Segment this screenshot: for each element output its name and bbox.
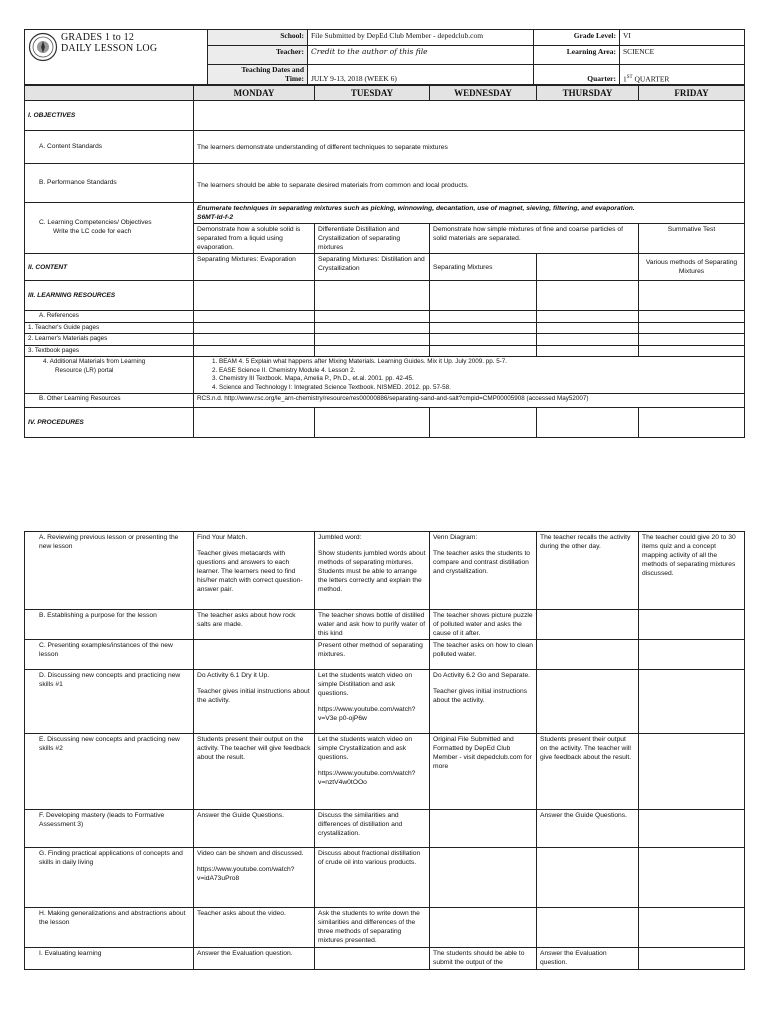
procedure-cell-thu (537, 640, 639, 670)
objectives-table (24, 85, 745, 438)
tg-cell-thu (537, 322, 639, 334)
procedure-text: The teacher could give 20 to 30 items quiz and a concept mapping activity of all the methods of separating mixtures discussed. (642, 534, 736, 577)
procedure-text: The teacher shows bottle of distilled water and ask how to purify water of this kind (318, 612, 426, 637)
content-tuesday: Separating Mixtures: Distillation and Crystallization (315, 254, 430, 281)
lr-portal-label (25, 357, 194, 394)
procedure-text: Teacher gives metacards with questions and answers to each learner. The learners need to find his/her match with correct question-answer pair. (197, 550, 303, 593)
tb-cell-tue (315, 345, 430, 357)
lr-item: 2. EASE Science II. Chemistry Module 4. Lesson 2. (219, 367, 741, 376)
dates-label (208, 65, 308, 85)
procedure-text: Students present their output on the activity. The teacher will give feedback about the result. (540, 736, 632, 761)
procedure-text: Video can be shown and discussed. (197, 850, 304, 857)
procedure-label: D. Discussing new concepts and practicing new skills #1 (25, 670, 194, 734)
content-monday: Separating Mixtures: Evaporation (194, 254, 315, 281)
references-cell-mon (194, 311, 315, 323)
tg-cell-fri (639, 322, 745, 334)
header-table (24, 29, 745, 85)
learners-materials-label: 2. Learner's Materials pages (25, 334, 194, 346)
procedure-cell-mon (194, 640, 315, 670)
procedure-cell-wed (430, 670, 537, 734)
area-value: SCIENCE (620, 46, 745, 65)
resources-heading: III. LEARNING RESOURCES (25, 281, 194, 311)
procedure-text: Do Activity 6.1 Dry it Up. (197, 672, 270, 679)
references-cell-fri (639, 311, 745, 323)
procedure-text: https://www.youtube.com/watch?v=V3e p0-ojP6w (318, 706, 416, 722)
procedure-cell-tue (315, 848, 430, 908)
competency-code: S6MT-Id-f-2 (197, 214, 234, 221)
procedure-label: E. Discussing new concepts and practicing new skills #2 (25, 734, 194, 810)
procedure-cell-thu (537, 670, 639, 734)
content-friday: Various methods of Separating Mixtures (639, 254, 745, 281)
references-cell-thu (537, 311, 639, 323)
procedure-text: Answer the Guide Questions. (197, 812, 284, 819)
procedure-cell-fri (639, 948, 745, 970)
objectives-heading: I. OBJECTIVES (25, 101, 194, 131)
procedure-cell-tue (315, 734, 430, 810)
procedure-cell-fri (639, 848, 745, 908)
teacher-value: Credit to the author of this file (308, 46, 534, 65)
procedure-cell-fri (639, 908, 745, 948)
tb-cell-fri (639, 345, 745, 357)
area-label: Learning Area: (534, 46, 620, 65)
procedure-cell-tue (315, 610, 430, 640)
content-wednesday: Separating Mixtures (430, 254, 537, 281)
procedure-cell-fri (639, 734, 745, 810)
procedures-cell-wed (430, 408, 537, 438)
objective-tuesday: Differentiate Distillation and Crystallization of separating mixtures (315, 224, 430, 254)
resources-cell-thu (537, 281, 639, 311)
dates-label-line-2: Time: (284, 73, 304, 83)
procedure-row (25, 948, 745, 970)
procedure-label: I. Evaluating learning (25, 948, 194, 970)
procedure-row (25, 532, 745, 610)
procedure-row (25, 610, 745, 640)
procedure-cell-wed (430, 610, 537, 640)
procedure-cell-wed (430, 734, 537, 810)
performance-standards-label: B. Performance Standards (25, 164, 194, 203)
procedure-cell-thu (537, 848, 639, 908)
dates-value: JULY 9-13, 2018 (WEEK 6) (308, 65, 534, 85)
procedure-row (25, 670, 745, 734)
procedure-text: Show students jumbled words about methods of separating mixtures. Students must be able to arrange the letters correctly and explain the method. (318, 550, 426, 593)
title-line-1: GRADES 1 to 12 (61, 32, 135, 43)
competencies-label-line-1: C. Learning Competencies/ Objectives (39, 219, 152, 227)
day-header-thursday: THURSDAY (537, 86, 639, 101)
lr-item: 3. Chemistry III Textbook. Mapa, Amelia P., Ph.D., et.al. 2001. pp. 42-45. (219, 375, 741, 384)
lr-portal-label-line-2: Resource (LR) portal (55, 366, 114, 374)
procedure-cell-wed (430, 848, 537, 908)
procedure-cell-tue (315, 948, 430, 970)
procedure-cell-fri (639, 610, 745, 640)
quarter-text: QUARTER (632, 74, 670, 83)
procedure-row (25, 908, 745, 948)
procedure-text: The teacher asks on how to clean polluted water. (433, 642, 533, 658)
procedure-text: Answer the Evaluation question. (197, 950, 293, 957)
dates-label-line-1: Teaching Dates and (241, 65, 304, 74)
procedure-label: A. Reviewing previous lesson or presenting the new lesson (25, 532, 194, 610)
deped-seal-icon (28, 32, 58, 62)
objective-wednesday: Demonstrate how simple mixtures of fine and coarse particles of solid materials are separated. (430, 224, 639, 254)
procedures-table (24, 531, 745, 970)
procedure-cell-wed (430, 532, 537, 610)
procedure-cell-tue (315, 670, 430, 734)
procedures-cell-tue (315, 408, 430, 438)
procedure-text: Let the students watch video on simple Distillation and ask questions. (318, 672, 413, 697)
day-header-friday: FRIDAY (639, 86, 745, 101)
other-resources-value: RCS.n.d. http://www.rsc.org/le_arn-chemistry/resource/res00000886/separating-sand-and-salt?cmpid=CMP00005908 (accessed May52007) (194, 394, 745, 408)
references-label: A. References (25, 311, 194, 323)
lm-cell-fri (639, 334, 745, 346)
tg-cell-wed (430, 322, 537, 334)
lm-cell-wed (430, 334, 537, 346)
title-line-2: DAILY LESSON LOG (61, 43, 158, 54)
resources-cell-wed (430, 281, 537, 311)
school-value: File Submitted by DepEd Club Member - depedclub.com (308, 30, 534, 46)
procedure-cell-tue (315, 810, 430, 848)
quarter-label: Quarter: (534, 65, 620, 85)
procedure-text: Students present their output on the activity. The teacher will give feedback about the result. (197, 736, 311, 761)
quarter-suffix: ST (626, 74, 633, 80)
procedure-row (25, 810, 745, 848)
teachers-guide-label: 1. Teacher's Guide pages (25, 322, 194, 334)
procedure-text: Jumbled word: (318, 534, 362, 541)
teacher-label: Teacher: (208, 46, 308, 65)
procedure-cell-mon (194, 734, 315, 810)
lm-cell-thu (537, 334, 639, 346)
procedure-label: C. Presenting examples/instances of the new lesson (25, 640, 194, 670)
competencies-label (25, 203, 194, 254)
competency-statement (194, 203, 745, 224)
procedure-label: G. Finding practical applications of concepts and skills in daily living (25, 848, 194, 908)
procedure-row (25, 640, 745, 670)
procedure-cell-mon (194, 670, 315, 734)
objectives-blank (194, 101, 745, 131)
tb-cell-wed (430, 345, 537, 357)
procedure-cell-tue (315, 532, 430, 610)
procedure-text: Present other method of separating mixtures. (318, 642, 423, 658)
procedure-cell-wed (430, 810, 537, 848)
procedure-text: The students should be able to submit the output of the (433, 950, 525, 966)
resources-cell-mon (194, 281, 315, 311)
procedure-text: The teacher asks the students to compare and contrast distillation and crystallization. (433, 550, 531, 575)
procedure-cell-fri (639, 532, 745, 610)
quarter-value (620, 65, 745, 85)
procedure-text: The teacher recalls the activity during the other day. (540, 534, 631, 550)
procedure-text: https://www.youtube.com/watch?v=nztV4w0tOOo (318, 770, 416, 786)
procedure-text: https://www.youtube.com/watch?v=idA73uPro8 (197, 866, 295, 882)
procedures-cell-thu (537, 408, 639, 438)
content-standards-value: The learners demonstrate understanding of different techniques to separate mixtures (194, 131, 745, 164)
lr-portal-list (194, 357, 745, 394)
procedure-cell-mon (194, 810, 315, 848)
quarter-number: 1 (623, 74, 627, 83)
resources-cell-tue (315, 281, 430, 311)
content-heading: II. CONTENT (25, 254, 194, 281)
procedure-text: Answer the Evaluation question. (540, 950, 607, 966)
procedure-cell-thu (537, 610, 639, 640)
procedure-cell-mon (194, 908, 315, 948)
resources-cell-fri (639, 281, 745, 311)
objective-friday: Summative Test (639, 224, 745, 254)
lm-cell-tue (315, 334, 430, 346)
tg-cell-mon (194, 322, 315, 334)
procedure-text: Venn Diagram: (433, 534, 478, 541)
content-standards-label: A. Content Standards (25, 131, 194, 164)
procedure-row (25, 848, 745, 908)
procedures-cell-fri (639, 408, 745, 438)
procedure-text: Discuss the similarities and differences of distillation and crystallization. (318, 812, 403, 837)
procedure-text: Do Activity 6.2 Go and Separate. (433, 672, 531, 679)
objective-monday: Demonstrate how a soluble solid is separated from a liquid using evaporation. (194, 224, 315, 254)
procedure-text: Discuss about fractional distillation of crude oil into various products. (318, 850, 421, 866)
procedures-heading: IV. PROCEDURES (25, 408, 194, 438)
procedure-cell-wed (430, 948, 537, 970)
day-header-tuesday: TUESDAY (315, 86, 430, 101)
tg-cell-tue (315, 322, 430, 334)
procedure-cell-mon (194, 848, 315, 908)
procedure-cell-thu (537, 810, 639, 848)
procedure-cell-thu (537, 948, 639, 970)
procedures-cell-mon (194, 408, 315, 438)
tb-cell-mon (194, 345, 315, 357)
lr-portal-label-line-1: 4. Additional Materials from Learning (43, 358, 146, 365)
procedure-cell-thu (537, 908, 639, 948)
procedure-text: Teacher gives initial instructions about the activity. (433, 688, 528, 704)
procedure-label: B. Establishing a purpose for the lesson (25, 610, 194, 640)
day-header-monday: MONDAY (194, 86, 315, 101)
procedure-cell-fri (639, 640, 745, 670)
procedure-cell-mon (194, 610, 315, 640)
procedure-text: Let the students watch video on simple Crystallization and ask questions. (318, 736, 413, 761)
day-header-blank (25, 86, 194, 101)
procedure-cell-wed (430, 908, 537, 948)
references-cell-tue (315, 311, 430, 323)
day-header-wednesday: WEDNESDAY (430, 86, 537, 101)
references-cell-wed (430, 311, 537, 323)
performance-standards-value: The learners should be able to separate desired materials from common and local products. (194, 164, 745, 203)
procedure-cell-mon (194, 948, 315, 970)
content-thursday (537, 254, 639, 281)
tb-cell-thu (537, 345, 639, 357)
textbook-pages-label: 3. Textbook pages (25, 345, 194, 357)
procedure-cell-fri (639, 670, 745, 734)
procedure-text: Teacher gives initial instructions about the activity. (197, 688, 310, 704)
procedure-cell-mon (194, 532, 315, 610)
other-resources-label: B. Other Learning Resources (25, 394, 194, 408)
procedure-text: Original File Submitted and Formatted by DepEd Club Member - visit depedclub.com for more (433, 736, 532, 770)
procedure-cell-tue (315, 640, 430, 670)
procedure-label: H. Making generalizations and abstractions about the lesson (25, 908, 194, 948)
procedure-text: Find Your Match. (197, 534, 248, 541)
procedure-text: The teacher asks about how rock salts are made. (197, 612, 296, 628)
procedure-text: Ask the students to write down the similarities and differences of the three methods of separating mixtures presented. (318, 910, 420, 944)
procedure-text: Answer the Guide Questions. (540, 812, 627, 819)
procedure-cell-wed (430, 640, 537, 670)
procedure-cell-fri (639, 810, 745, 848)
grade-value: VI (620, 30, 745, 46)
grade-label: Grade Level: (534, 30, 620, 46)
procedure-cell-thu (537, 532, 639, 610)
procedure-text: Teacher asks about the video. (197, 910, 286, 917)
procedure-row (25, 734, 745, 810)
lr-item: 1. BEAM 4. 5 Explain what happens after Mixing Materials. Learning Guides. Mix it Up. July 2009. pp. 5-7. (219, 358, 741, 367)
header-logo-cell (25, 30, 208, 85)
procedure-label: F. Developing mastery (leads to Formative Assessment 3) (25, 810, 194, 848)
procedure-cell-tue (315, 908, 430, 948)
procedure-text: The teacher shows picture puzzle of polluted water and asks the cause of it after. (433, 612, 533, 637)
lr-item: 4. Science and Technology I: Integrated Science Textbook. NISMED. 2012. pp. 57-58. (219, 384, 741, 393)
lm-cell-mon (194, 334, 315, 346)
school-label: School: (208, 30, 308, 46)
procedure-cell-thu (537, 734, 639, 810)
competencies-label-line-2: Write the LC code for each (53, 228, 132, 235)
competency-text: Enumerate techniques in separating mixtures such as picking, winnowing, decantation, use of magnet, sieving, filtering, and evaporation. (197, 205, 635, 212)
